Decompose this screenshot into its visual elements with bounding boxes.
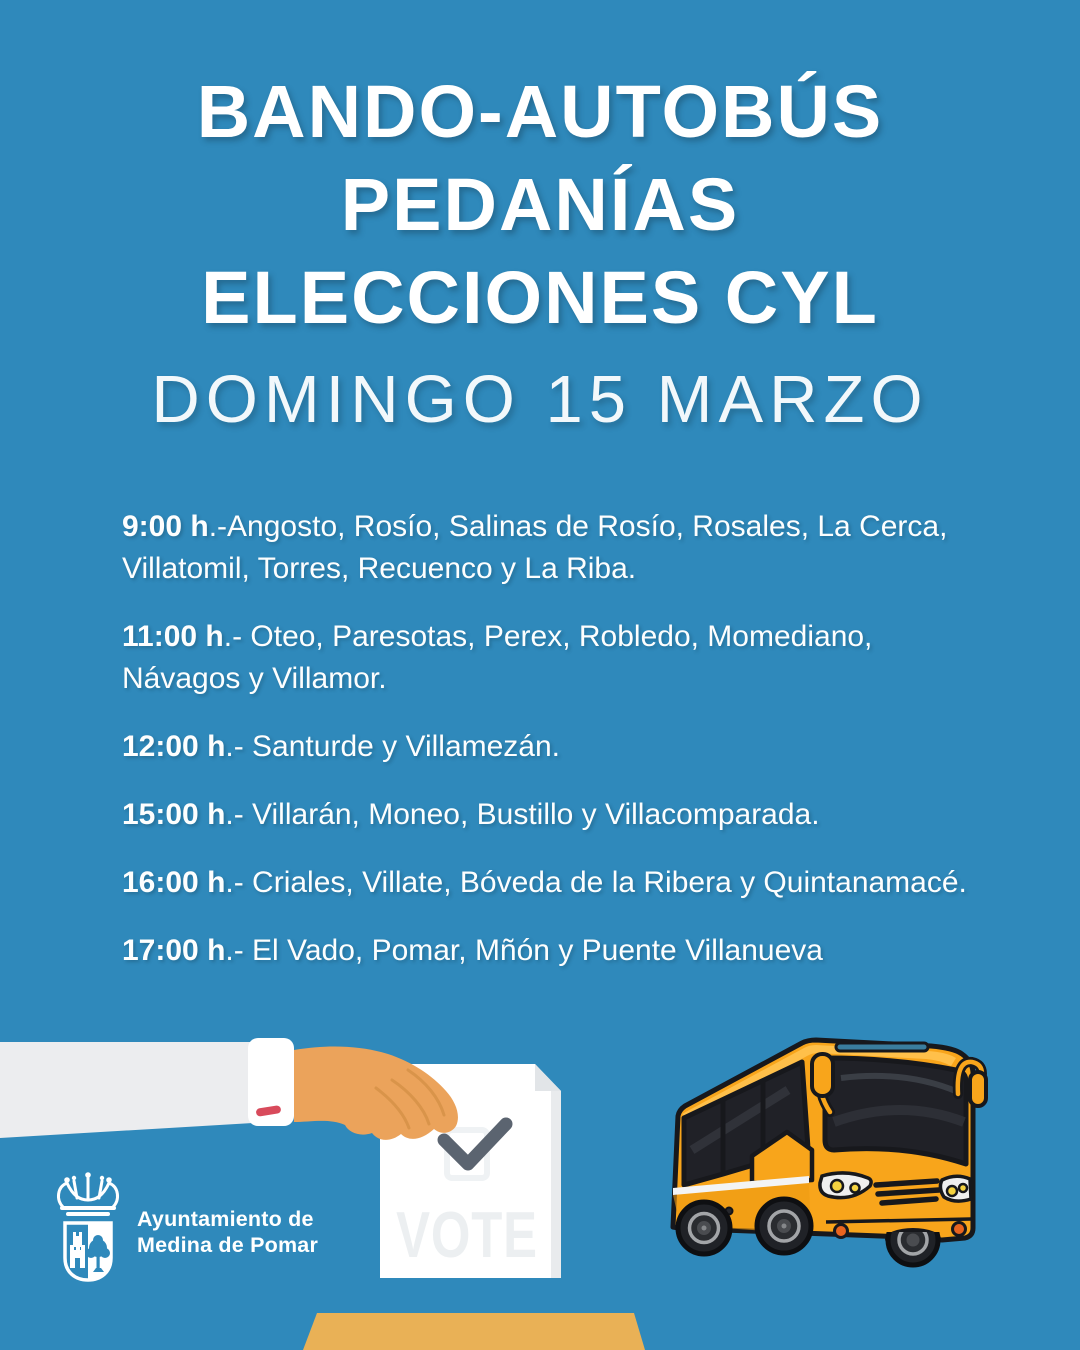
org-name-line-2: Medina de Pomar bbox=[137, 1233, 319, 1257]
hand-illustration bbox=[294, 1047, 458, 1140]
title-line-2: PEDANÍAS bbox=[340, 163, 740, 246]
bus-schedule-list bbox=[122, 506, 972, 998]
schedule-entry bbox=[122, 506, 972, 590]
shield-icon bbox=[65, 1223, 111, 1280]
schedule-entry bbox=[122, 616, 972, 700]
places-text: .- Santurde y Villamezán. bbox=[225, 730, 561, 763]
page-fold-icon bbox=[535, 1064, 561, 1091]
vote-watermark: VOTE bbox=[396, 1199, 538, 1272]
places-text: .- Villarán, Moneo, Bustillo y Villacomparada. bbox=[225, 798, 820, 831]
bus-fog-light bbox=[835, 1225, 848, 1238]
time-label: 9:00 h bbox=[122, 510, 209, 543]
bus-roof-vent bbox=[836, 1043, 928, 1051]
bus-fog-light bbox=[953, 1223, 966, 1236]
poster-title bbox=[0, 65, 1080, 440]
castle-icon bbox=[70, 1232, 85, 1268]
sleeve bbox=[0, 1042, 270, 1138]
poster-subtitle: DOMINGO 15 MARZO bbox=[151, 362, 929, 437]
org-name-line-1: Ayuntamiento de bbox=[137, 1207, 314, 1231]
places-text: .- Oteo, Paresotas, Perex, Robledo, Momediano, Návagos y Villamor. bbox=[122, 620, 873, 695]
time-label: 12:00 h bbox=[122, 730, 226, 763]
municipal-crest-icon bbox=[53, 1170, 123, 1284]
places-text: .-Angosto, Rosío, Salinas de Rosío, Rosales, La Cerca, Villatomil, Torres, Recuenco y La Riba. bbox=[122, 510, 948, 585]
bus-middle-wheel bbox=[757, 1199, 811, 1253]
schedule-entry bbox=[122, 930, 972, 972]
bus-illustration bbox=[656, 1028, 991, 1268]
time-label: 17:00 h bbox=[122, 934, 226, 967]
places-text: .- El Vado, Pomar, Mñón y Puente Villanueva bbox=[225, 934, 823, 967]
title-line-3: ELECCIONES CYL bbox=[201, 256, 879, 339]
time-label: 16:00 h bbox=[122, 866, 226, 899]
schedule-entry bbox=[122, 726, 972, 768]
time-label: 15:00 h bbox=[122, 798, 226, 831]
ballot-box-lid bbox=[303, 1313, 645, 1350]
schedule-entry bbox=[122, 794, 972, 836]
time-label: 11:00 h bbox=[122, 620, 224, 653]
schedule-entry bbox=[122, 862, 972, 904]
bus-rear-wheel bbox=[678, 1202, 730, 1254]
organization-name bbox=[137, 1206, 318, 1258]
places-text: .- Criales, Villate, Bóveda de la Ribera y Quintanamacé. bbox=[225, 866, 967, 899]
title-line-1: BANDO-AUTOBÚS bbox=[196, 70, 884, 153]
